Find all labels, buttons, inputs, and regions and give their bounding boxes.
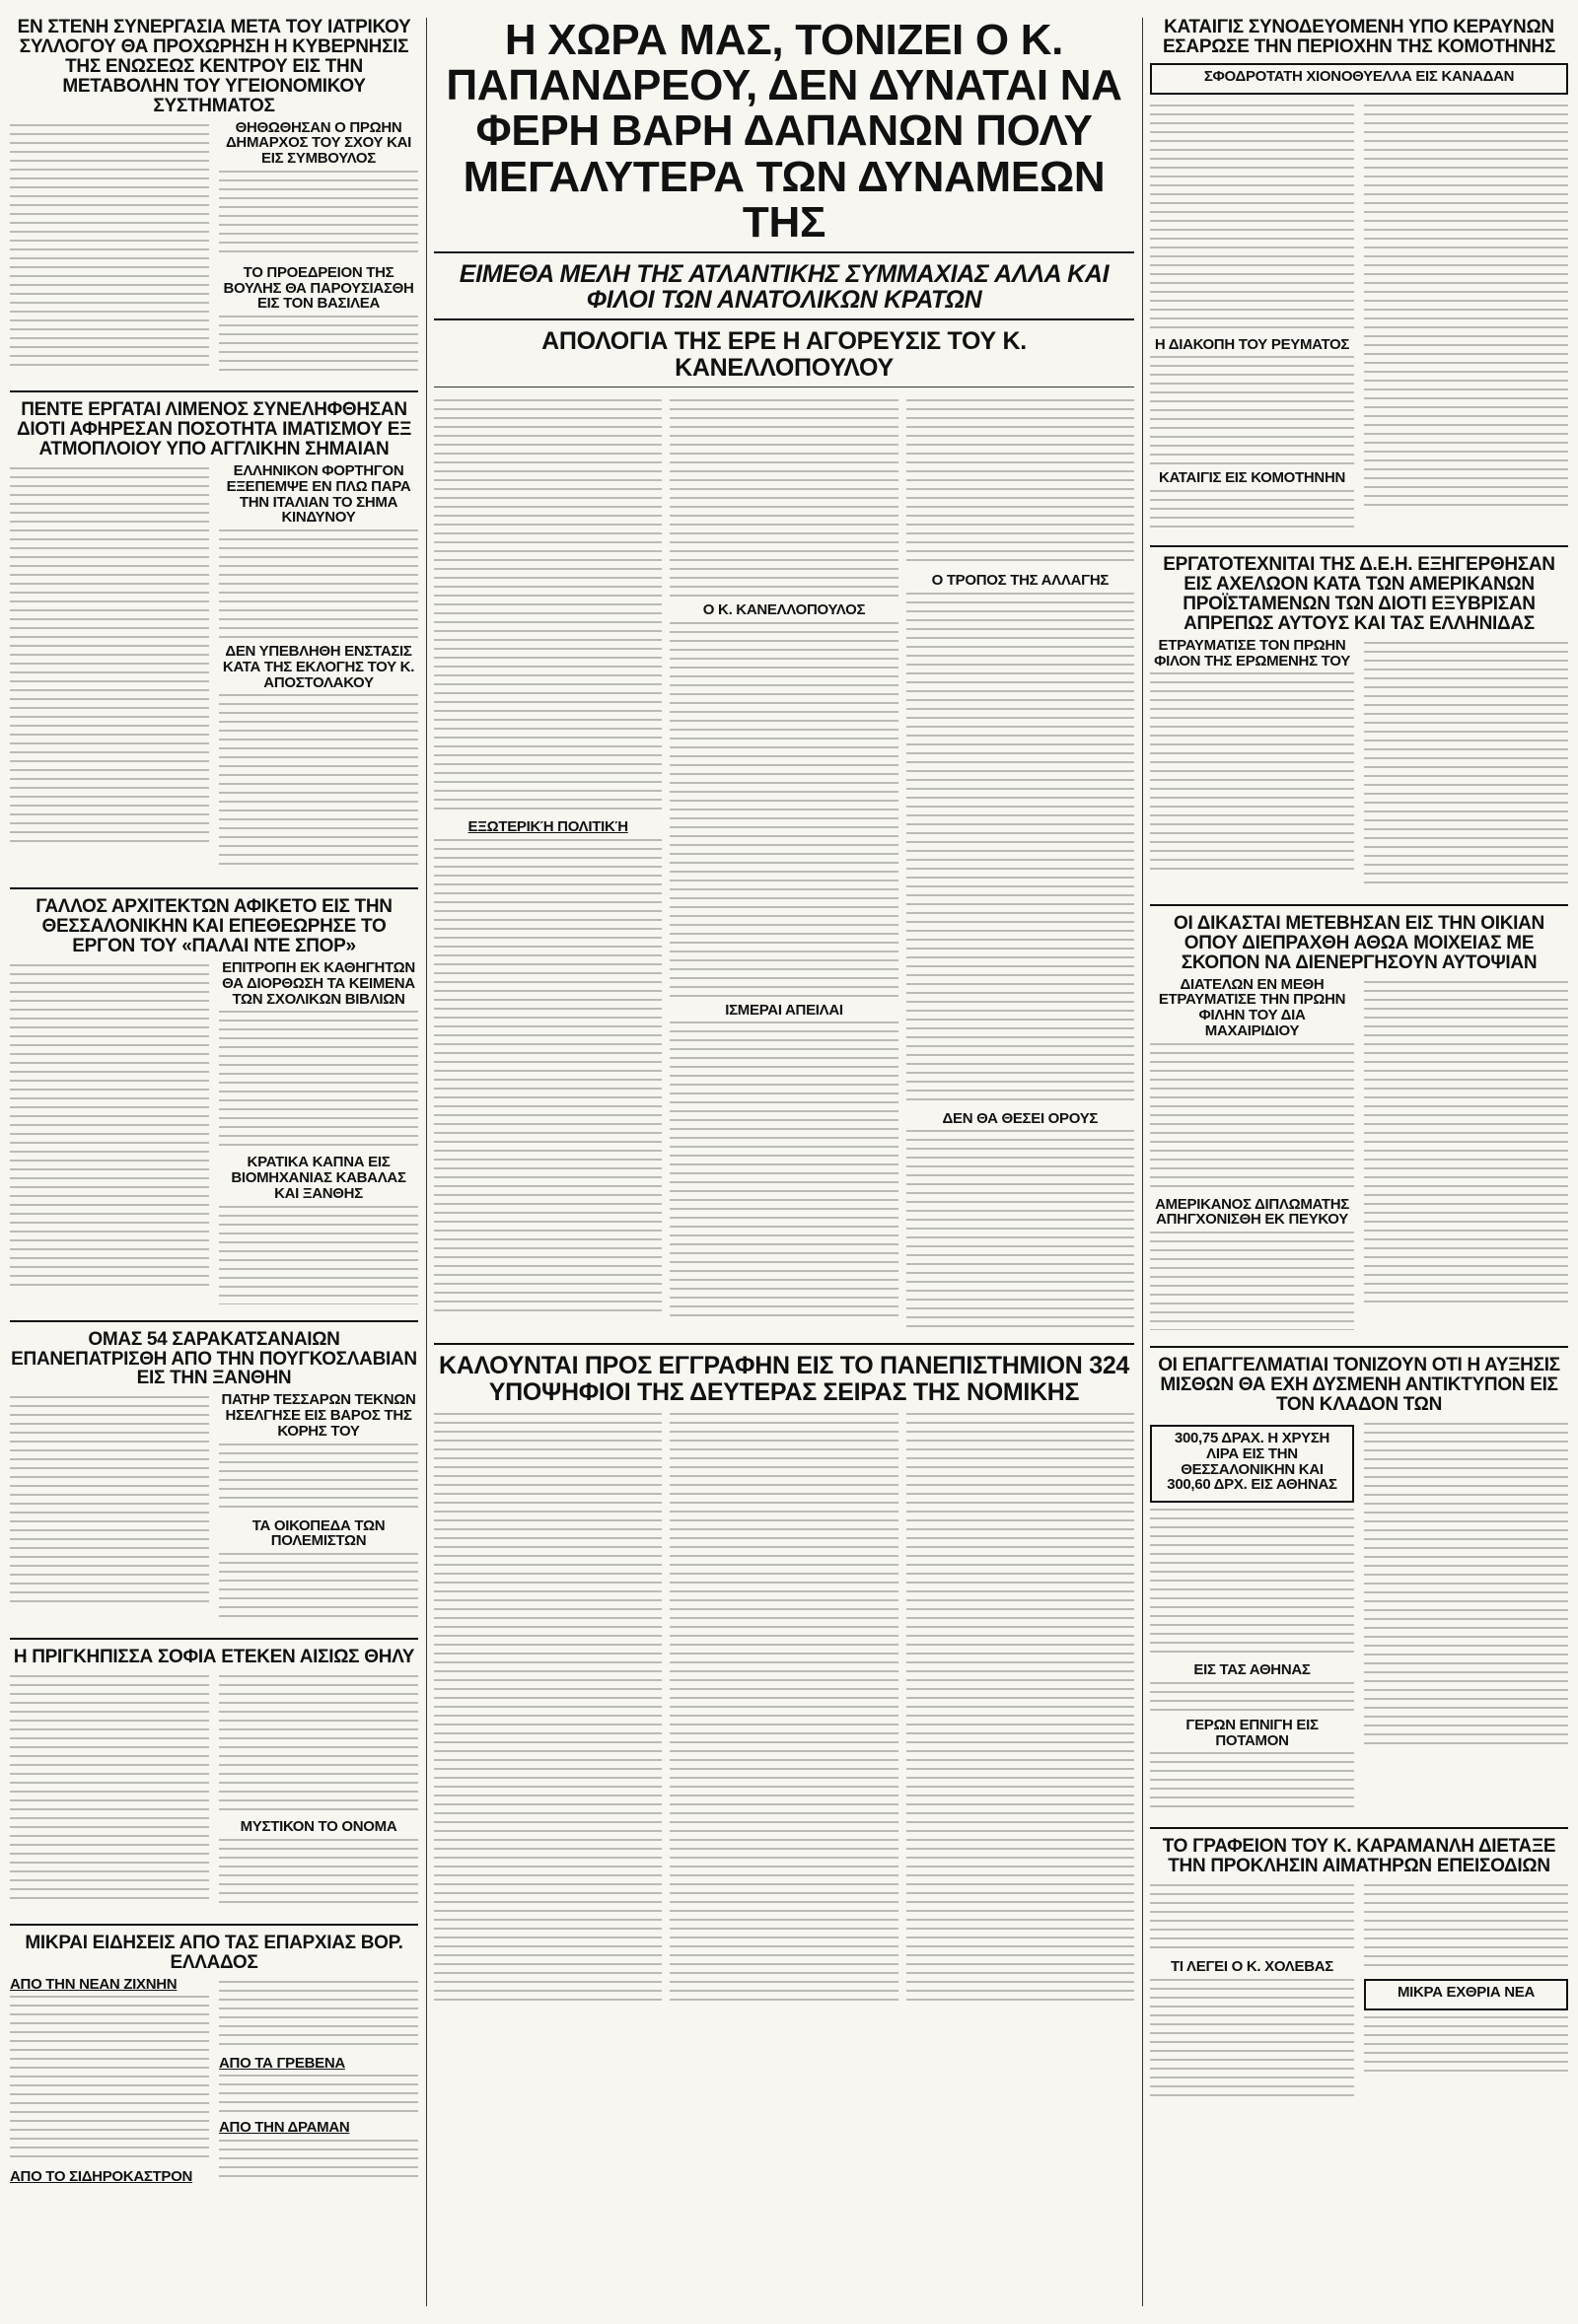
column-divider	[426, 18, 427, 2306]
article-komotini-storm	[1150, 18, 1568, 535]
subheadline: Η ΔΙΑΚΟΠΗ ΤΟΥ ΡΕΥΜΑΤΟΣ	[1154, 335, 1350, 353]
subheadline: ΔΙΑΤΕΛΩΝ ΕΝ ΜΕΘΗ ΕΤΡΑΥΜΑΤΙΣΕ ΤΗΝ ΠΡΩΗΝ ΦΙΛΗΝ ΤΟΥ ΔΙΑ ΜΑΧΑΙΡΙΔΙΟΥ	[1158, 975, 1346, 1039]
subheadline: ΑΜΕΡΙΚΑΝΟΣ ΔΙΠΛΩΜΑΤΗΣ ΑΠΗΓΧΟΝΙΣΘΗ ΕΚ ΠΕΥΚΟΥ	[1155, 1195, 1349, 1229]
headline: ΟΙ ΔΙΚΑΣΤΑΙ ΜΕΤΕΒΗΣΑΝ ΕΙΣ ΤΗΝ ΟΙΚΙΑΝ ΟΠΟΥ ΔΙΕΠΡΑΧΘΗ ΑΘΩΑ ΜΟΙΧΕΙΑΣ ΜΕ ΣΚΟΠΟΝ ΝΑ ΔΙΕΝΕΡΓΗΣΟΥΝ ΑΥΤΟΨΙΑΝ	[1174, 912, 1544, 973]
article-judges-inspection	[1150, 914, 1568, 1336]
headline: ΕΝ ΣΤΕΝΗ ΣΥΝΕΡΓΑΣΙΑ ΜΕΤΑ ΤΟΥ ΙΑΤΡΙΚΟΥ ΣΥΛΛΟΓΟΥ ΘΑ ΠΡΟΧΩΡΗΣΗ Η ΚΥΒΕΡΝΗΣΙΣ ΤΗΣ ΕΝΩΣΕΩΣ ΚΕΝΤΡΟΥ ΕΙΣ ΤΗΝ ΜΕΤΑΒΟΛΗΝ ΤΟΥ ΥΓΕΙΟΝΟΜΙΚΟΥ ΣΥΣΤΗΜΑΤΟΣ	[17, 17, 411, 116]
article-papandreou	[434, 18, 1134, 1333]
section-label: ΕΞΩΤΕΡΙΚΉ ΠΟΛΙΤΙΚΉ	[467, 817, 628, 835]
article-sarakatsanoi	[10, 1330, 418, 1629]
subheadline: ΠΑΤΗΡ ΤΕΣΣΑΡΩΝ ΤΕΚΝΩΝ ΗΣΕΛΓΗΣΕ ΕΙΣ ΒΑΡΟΣ ΤΗΣ ΚΟΡΗΣ ΤΟΥ	[221, 1391, 416, 1440]
headline: ΟΙ ΕΠΑΓΓΕΛΜΑΤΙΑΙ ΤΟΝΙΖΟΥΝ ΟΤΙ Η ΑΥΞΗΣΙΣ ΜΙΣΘΩΝ ΘΑ ΕΧΗ ΔΥΣΜΕΝΗ ΑΝΤΙΚΤΥΠΟΝ ΕΙΣ ΤΟΝ ΚΛΑΔΟΝ ΤΩΝ	[1158, 1355, 1560, 1416]
subheadline: ΜΥΣΤΙΚΟΝ ΤΟ ΟΝΟΜΑ	[240, 1818, 397, 1836]
left-column	[10, 18, 418, 2199]
subheadline: ΘΗΘΩΘΗΣΑΝ Ο ΠΡΩΗΝ ΔΗΜΑΡΧΟΣ ΤΟΥ ΣΧΟΥ ΚΑΙ ΕΙΣ ΣΥΜΒΟΥΛΟΣ	[225, 118, 412, 168]
article-professionals-wages	[1150, 1356, 1568, 1817]
headline: ΓΑΛΛΟΣ ΑΡΧΙΤΕΚΤΩΝ ΑΦΙΚΕΤΟ ΕΙΣ ΤΗΝ ΘΕΣΣΑΛΟΝΙΚΗΝ ΚΑΙ ΕΠΕΘΕΩΡΗΣΕ ΤΟ ΕΡΓΟΝ ΤΟΥ «ΠΑΛΑΙ ΝΤΕ ΣΠΟΡ»	[36, 896, 393, 957]
subheadline: ΤΟ ΠΡΟΕΔΡΕΙΟΝ ΤΗΣ ΒΟΥΛΗΣ ΘΑ ΠΑΡΟΥΣΙΑΣΘΗ ΕΙΣ ΤΟΝ ΒΑΣΙΛΕΑ	[223, 263, 414, 313]
main-headline-2: ΑΠΟΛΟΓΙΑ ΤΗΣ ΕΡΕ Η ΑΓΟΡΕΥΣΙΣ ΤΟΥ Κ. ΚΑΝΕΛΛΟΠΟΥΛΟΥ	[541, 327, 1027, 382]
headline: Η ΠΡΙΓΚΗΠΙΣΣΑ ΣΟΦΙΑ ΕΤΕΚΕΝ ΑΙΣΙΩΣ ΘΗΛΥ	[13, 1647, 415, 1668]
subheadline: ΜΙΚΡΑ ΕΧΘΡΙΑ ΝΕΑ	[1397, 1984, 1536, 2002]
center-column	[434, 18, 1134, 2020]
subheadline: ΕΤΡΑΥΜΑΤΙΣΕ ΤΟΝ ΠΡΩΗΝ ΦΙΛΟΝ ΤΗΣ ΕΡΩΜΕΝΗΣ ΤΟΥ	[1154, 636, 1350, 669]
article-princess-sophia	[10, 1648, 418, 1914]
main-subheadline: ΕΙΜΕΘΑ ΜΕΛΗ ΤΗΣ ΑΤΛΑΝΤΙΚΗΣ ΣΥΜΜΑΧΙΑΣ ΑΛΛΑ ΚΑΙ ΦΙΛΟΙ ΤΩΝ ΑΝΑΤΟΛΙΚΩΝ ΚΡΑΤΩΝ	[459, 259, 1110, 315]
section-label: Ο Κ. ΚΑΝΕΛΛΟΠΟΥΛΟΣ	[702, 600, 866, 618]
gold-price-headline: 300,75 ΔΡΑΧ. Η ΧΡΥΣΗ ΛΙΡΑ ΕΙΣ ΤΗΝ ΘΕΣΣΑΛΟΝΙΚΗΝ ΚΑΙ 300,60 ΔΡΧ. ΕΙΣ ΑΘΗΝΑΣ	[1167, 1430, 1337, 1494]
article-northern-greece-news	[10, 1934, 418, 2189]
article-dei-workers	[1150, 555, 1568, 894]
headline: ΕΡΓΑΤΟΤΕΧΝΙΤΑΙ ΤΗΣ Δ.Ε.Η. ΕΞΗΓΕΡΘΗΣΑΝ ΕΙΣ ΑΧΕΛΩΟΝ ΚΑΤΑ ΤΩΝ ΑΜΕΡΙΚΑΝΩΝ ΠΡΟΪΣΤΑΜΕΝΩΝ ΤΩΝ ΔΙΟΤΙ ΕΞΥΒΡΙΣΑΝ ΑΠΡΕΠΩΣ ΑΥΤΟΥΣ ΚΑΙ ΤΑΣ ΕΛΛΗΝΙΔΑΣ	[1163, 554, 1555, 634]
subheadline: ΤΑ ΟΙΚΟΠΕΔΑ ΤΩΝ ΠΟΛΕΜΙΣΤΩΝ	[251, 1516, 386, 1550]
headline: ΟΜΑΣ 54 ΣΑΡΑΚΑΤΣΑΝΑΙΩΝ ΕΠΑΝΕΠΑΤΡΙΣΘΗ ΑΠΟ ΤΗΝ ΠΟΥΓΚΟΣΛΑΒΙΑΝ ΕΙΣ ΤΗΝ ΞΑΝΘΗΝ	[11, 1328, 417, 1389]
subheadline: ΚΑΤΑΙΓΙΣ ΕΙΣ ΚΟΜΟΤΗΝΗΝ	[1158, 469, 1346, 487]
subheadline: ΕΠΙΤΡΟΠΗ ΕΚ ΚΑΘΗΓΗΤΩΝ ΘΑ ΔΙΟΡΘΩΣΗ ΤΑ ΚΕΙΜΕΝΑ ΤΩΝ ΣΧΟΛΙΚΩΝ ΒΙΒΛΙΩΝ	[222, 959, 415, 1008]
main-headline: Η ΧΩΡΑ ΜΑΣ, ΤΟΝΙΖΕΙ Ο Κ. ΠΑΠΑΝΔΡΕΟΥ, ΔΕΝ ΔΥΝΑΤΑΙ ΝΑ ΦΕΡΗ ΒΑΡΗ ΔΑΠΑΝΩΝ ΠΟΛΥ ΜΕΓΑΛΥΤΕΡΑ ΤΩΝ ΔΥΝΑΜΕΩΝ ΤΗΣ	[446, 16, 1122, 246]
article-university-law	[434, 1353, 1134, 2010]
subheadline: ΕΛΛΗΝΙΚΟΝ ΦΟΡΤΗΓΟΝ ΕΞΕΠΕΜΨΕ ΕΝ ΠΛΩ ΠΑΡΑ ΤΗΝ ΙΤΑΛΙΑΝ ΤΟ ΣΗΜΑ ΚΙΝΔΥΝΟΥ	[226, 462, 411, 527]
article-french-architect	[10, 897, 418, 1309]
section-label: ΑΠΟ ΤΗΝ ΔΡΑΜΑΝ	[219, 2119, 350, 2137]
article-port-workers	[10, 400, 418, 878]
section-label: ΔΕΝ ΘΑ ΘΕΣΕΙ ΟΡΟΥΣ	[942, 1109, 1099, 1127]
subheadline: ΤΙ ΛΕΓΕΙ Ο Κ. ΧΟΛΕΒΑΣ	[1171, 1958, 1333, 1976]
section-label: ΑΠΟ ΤΟ ΣΙΔΗΡΟΚΑΣΤΡΟΝ	[10, 2168, 193, 2186]
section-label: ΑΠΟ ΤΑ ΓΡΕΒΕΝΑ	[219, 2054, 345, 2072]
headline: ΚΑΛΟΥΝΤΑΙ ΠΡΟΣ ΕΓΓΡΑΦΗΝ ΕΙΣ ΤΟ ΠΑΝΕΠΙΣΤΗΜΙΟΝ 324 ΥΠΟΨΗΦΙΟΙ ΤΗΣ ΔΕΥΤΕΡΑΣ ΣΕΙΡΑΣ ΤΗΣ ΝΟΜΙΚΗΣ	[438, 1352, 1130, 1406]
headline: ΜΙΚΡΑΙ ΕΙΔΗΣΕΙΣ ΑΠΟ ΤΑΣ ΕΠΑΡΧΙΑΣ ΒΟΡ. ΕΛΛΑΔΟΣ	[25, 1932, 403, 1973]
section-label: ΙΣΜΕΡΑΙ ΑΠΕΙΛΑΙ	[725, 1001, 843, 1019]
subheadline: ΔΕΝ ΥΠΕΒΛΗΘΗ ΕΝΣΤΑΣΙΣ ΚΑΤΑ ΤΗΣ ΕΚΛΟΓΗΣ ΤΟΥ Κ. ΑΠΟΣΤΟΛΑΚΟΥ	[222, 643, 415, 691]
subheadline: ΣΦΟΔΡΟΤΑΤΗ ΧΙΟΝΟΘΥΕΛΛΑ ΕΙΣ ΚΑΝΑΔΑΝ	[1203, 67, 1515, 85]
subheadline: ΚΡΑΤΙΚΑ ΚΑΠΝΑ ΕΙΣ ΒΙΟΜΗΧΑΝΙΑΣ ΚΑΒΑΛΑΣ ΚΑΙ ΞΑΝΘΗΣ	[231, 1154, 406, 1202]
headline: ΚΑΤΑΙΓΙΣ ΣΥΝΟΔΕΥΟΜΕΝΗ ΥΠΟ ΚΕΡΑΥΝΩΝ ΕΣΑΡΩΣΕ ΤΗΝ ΠΕΡΙΟΧΗΝ ΤΗΣ ΚΟΜΟΤΗΝΗΣ	[1162, 17, 1556, 57]
headline: ΠΕΝΤΕ ΕΡΓΑΤΑΙ ΛΙΜΕΝΟΣ ΣΥΝΕΛΗΦΘΗΣΑΝ ΔΙΟΤΙ ΑΦΗΡΕΣΑΝ ΠΟΣΟΤΗΤΑ ΙΜΑΤΙΣΜΟΥ ΕΞ ΑΤΜΟΠΛΟΙΟΥ ΥΠΟ ΑΓΓΛΙΚΗΝ ΣΗΜΑΙΑΝ	[16, 399, 412, 460]
column-divider	[1142, 18, 1143, 2306]
subheadline: ΓΕΡΩΝ ΕΠΝΙΓΗ ΕΙΣ ΠΟΤΑΜΟΝ	[1185, 1716, 1319, 1749]
section-label: ΑΠΟ ΤΗΝ ΝΕΑΝ ΖΙΧΝΗΝ	[10, 1975, 178, 1993]
article-health-system	[10, 18, 418, 381]
section-label: Ο ΤΡΟΠΟΣ ΤΗΣ ΑΛΛΑΓΗΣ	[931, 571, 1110, 589]
headline: ΤΟ ΓΡΑΦΕΙΟΝ ΤΟΥ Κ. ΚΑΡΑΜΑΝΛΗ ΔΙΕΤΑΞΕ ΤΗΝ ΠΡΟΚΛΗΣΙΝ ΑΙΜΑΤΗΡΩΝ ΕΠΕΙΣΟΔΙΩΝ	[1162, 1836, 1556, 1877]
subheadline: ΕΙΣ ΤΑΣ ΑΘΗΝΑΣ	[1193, 1661, 1311, 1678]
right-column	[1150, 18, 1568, 2113]
article-karamanlis-office	[1150, 1837, 1568, 2103]
